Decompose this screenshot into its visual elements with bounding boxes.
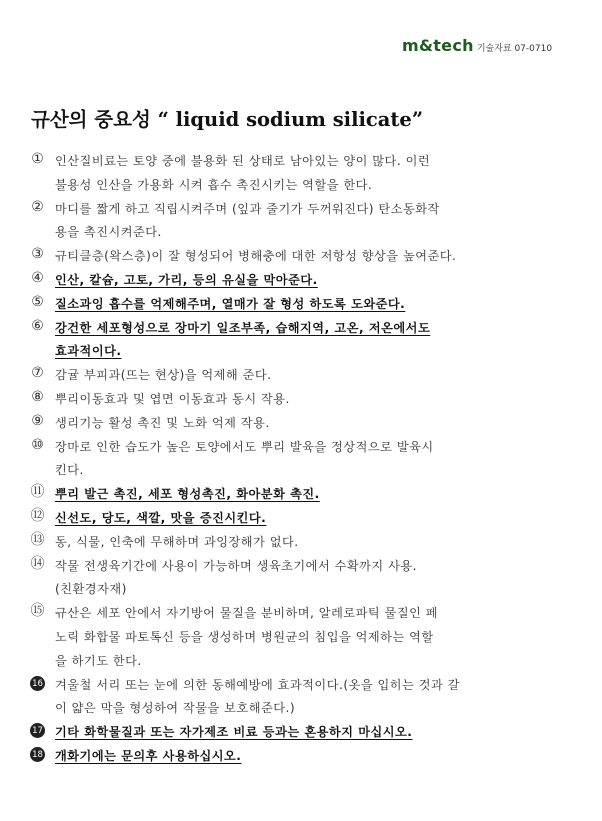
- item-text-line: 용을 촉진시켜준다.: [55, 225, 162, 240]
- item-number: ⑩: [31, 436, 44, 453]
- item-number: ⑤: [31, 293, 44, 310]
- header: [402, 36, 552, 55]
- list-item: [30, 198, 590, 246]
- list-item: [30, 436, 590, 484]
- item-text-line: 동, 식물, 인축에 무해하며 과잉장해가 없다.: [55, 534, 299, 549]
- list-item: [30, 388, 590, 412]
- company-logo: m&tech: [402, 36, 474, 55]
- item-text-line: 인산질비료는 토양 중에 불용화 된 상태로 남아있는 양이 많다. 이런: [55, 154, 431, 168]
- item-text-line: 불용성 인산을 가용화 시켜 흡수 촉진시키는 역할을 한다.: [55, 177, 373, 192]
- item-number: ②: [31, 198, 44, 215]
- item-text-line: 규산은 세포 안에서 자기방어 물질을 분비하며, 알레로파틱 물질인 페: [55, 606, 439, 621]
- list-item: [30, 531, 590, 555]
- list-item: [30, 269, 590, 293]
- item-number: ⑫: [30, 507, 45, 524]
- item-text-line: 겨울철 서리 또는 눈에 의한 동해예방에 효과적이다.(옷을 입히는 것과 갈: [55, 677, 460, 692]
- document-reference: 기술자료 07-0710: [476, 44, 553, 54]
- item-text-line: 강건한 세포형성으로 장마기 일조부족, 습해지역, 고온, 저온에서도: [55, 320, 431, 335]
- item-text-line: (친환경자재): [55, 582, 127, 597]
- list-item: [30, 507, 590, 531]
- item-text-line: 인산, 칼슘, 고토, 가리, 등의 유실을 막아준다.: [55, 272, 318, 287]
- list-item: [30, 602, 590, 673]
- item-text-line: 기타 화학물질과 또는 자가제조 비료 등과는 혼용하지 마십시오.: [55, 725, 413, 740]
- list-item: [30, 245, 590, 269]
- item-number: ④: [31, 269, 44, 286]
- list-item: [30, 721, 590, 745]
- item-text-line: 신선도, 당도, 색깔, 맛을 증진시킨다.: [55, 510, 267, 525]
- item-number: ⑮: [30, 603, 45, 620]
- item-number: ⑦: [31, 365, 44, 382]
- item-text-line: 을 하기도 한다.: [55, 653, 142, 668]
- list-item: [30, 364, 590, 388]
- list-item: [30, 555, 590, 603]
- item-number: ⑨: [31, 412, 44, 429]
- item-text-line: 이 얇은 막을 형성하여 작물을 보호해준다.): [55, 701, 296, 716]
- item-text-line: 뿌리이동효과 및 엽면 이동효과 동시 작용.: [55, 391, 290, 406]
- item-text-line: 노릭 화합물 파토톡신 등을 생성하며 병원균의 침입을 억제하는 역할: [55, 629, 434, 644]
- list-item: [30, 150, 590, 198]
- item-number: ⑥: [31, 317, 44, 334]
- item-text-line: 규티클층(왁스층)이 잘 형성되어 병해충에 대한 저항성 향상을 높여준다.: [55, 249, 457, 264]
- item-text-line: 생리기능 활성 촉진 및 노화 억제 작용.: [55, 415, 270, 430]
- list-item: [30, 412, 590, 436]
- list-item: [30, 317, 590, 365]
- item-number: ⑬: [30, 531, 45, 548]
- list-item: [30, 293, 590, 317]
- item-text-line: 장마로 인한 습도가 높은 토양에서도 뿌리 발육을 정상적으로 발육시: [55, 439, 434, 454]
- item-number: 18: [30, 747, 45, 762]
- item-text-line: 작물 전생육기간에 사용이 가능하며 생육초기에서 수확까지 사용.: [55, 558, 417, 573]
- item-text-line: 개화기에는 문의후 사용하십시오.: [55, 748, 242, 763]
- item-number: ③: [31, 246, 44, 263]
- list-item: [30, 674, 590, 722]
- item-number: ⑧: [31, 388, 44, 405]
- item-number: 17: [30, 723, 45, 738]
- list-item: [30, 483, 590, 507]
- item-text-line: 킨다.: [55, 463, 84, 478]
- item-number: ①: [31, 151, 44, 167]
- item-text-line: 효과적이다.: [55, 344, 122, 359]
- item-list: [30, 150, 590, 769]
- list-item: [30, 745, 590, 769]
- item-number: 16: [30, 676, 45, 691]
- item-text-line: 질소과잉 흡수를 억제해주며, 열매가 잘 형성 하도록 도와준다.: [55, 296, 406, 311]
- item-number: ⑪: [30, 484, 45, 501]
- item-number: ⑭: [30, 555, 45, 572]
- item-text-line: 감귤 부피과(뜨는 현상)을 억제해 준다.: [55, 368, 272, 383]
- item-text-line: 뿌리 발근 촉진, 세포 형성촉진, 화아분화 촉진.: [55, 487, 320, 502]
- page-title: 규산의 중요성 “ liquid sodium silicate”: [31, 108, 424, 131]
- item-text-line: 마디를 짧게 하고 직립시켜주며 (잎과 줄기가 두꺼워진다) 탄소동화작: [55, 201, 440, 216]
